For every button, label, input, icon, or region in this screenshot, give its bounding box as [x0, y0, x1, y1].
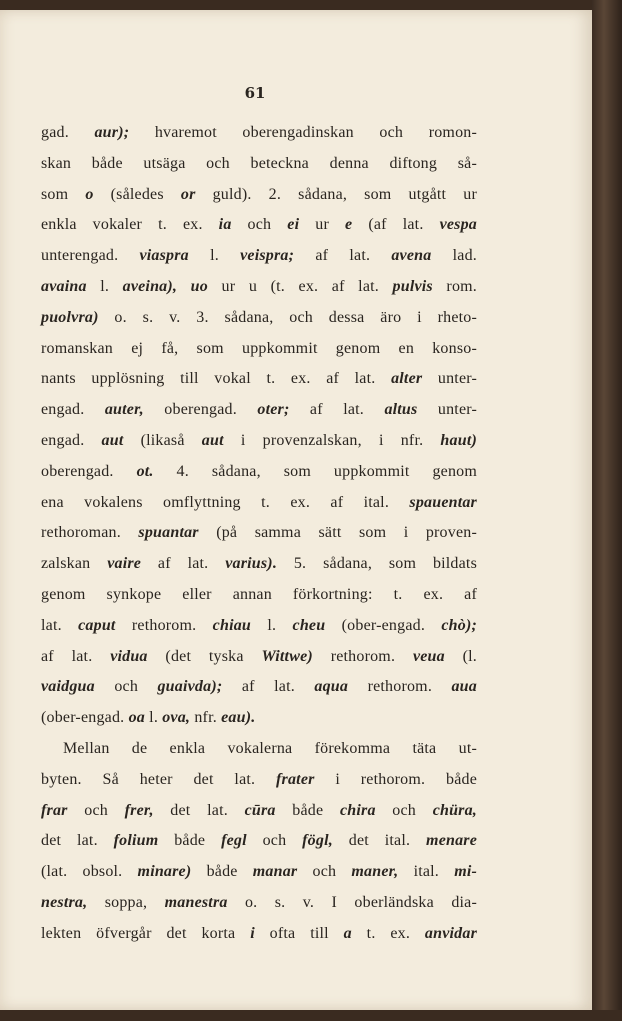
text-run: och	[297, 863, 352, 881]
text-run: (af lat.	[352, 216, 440, 234]
text-run: (ober-engad.	[41, 709, 129, 727]
text-run: unterengad.	[41, 247, 140, 265]
text-run: som	[41, 185, 86, 203]
text-line	[41, 426, 477, 457]
italic-term: spuantar	[138, 524, 199, 542]
text-run: (l.	[444, 647, 477, 665]
text-run: af lat.	[222, 678, 315, 696]
italic-term: viaspra	[139, 247, 189, 265]
text-run: lekten öfvergår det korta	[41, 924, 251, 942]
text-run: o. s. v. I oberländska dia-	[227, 893, 477, 911]
text-line	[41, 703, 477, 734]
text-line	[41, 919, 477, 950]
italic-term: fögl,	[302, 832, 333, 850]
text-run: lad.	[431, 247, 478, 265]
italic-term: manar	[252, 863, 298, 881]
italic-term: alter	[391, 370, 423, 388]
italic-term: ia	[218, 216, 232, 234]
italic-term: mi-	[454, 863, 478, 881]
italic-term: eau).	[221, 709, 256, 727]
italic-term: or	[180, 185, 196, 203]
italic-term: folium	[113, 832, 159, 850]
text-run: det lat.	[153, 801, 245, 819]
text-run: både	[275, 801, 340, 819]
text-run: Mellan de enkla vokalerna förekomma täta ut-	[63, 739, 477, 757]
italic-term: caput	[78, 616, 116, 634]
text-run: (på samma sätt som i proven-	[198, 524, 477, 542]
text-line	[41, 334, 477, 365]
italic-term: aua	[451, 678, 477, 696]
text-line	[41, 118, 477, 149]
text-run: l.	[86, 277, 123, 295]
italic-term: aqua	[314, 678, 349, 696]
text-line	[41, 611, 477, 642]
text-run: soppa,	[87, 893, 165, 911]
text-run: genom synkope eller annan förkortning: t. ex. af	[41, 585, 477, 603]
text-line	[41, 457, 477, 488]
italic-term: pulvis	[392, 277, 433, 295]
text-line	[41, 580, 477, 611]
text-run: oberengad.	[41, 462, 137, 480]
italic-term: maner,	[351, 863, 399, 881]
text-run: guld). 2. sådana, som utgått ur	[195, 185, 477, 203]
text-run: l.	[251, 616, 293, 634]
italic-term: chüra,	[432, 801, 478, 819]
body-text	[41, 118, 477, 950]
text-run: enkla vokaler t. ex.	[41, 216, 219, 234]
text-run: af lat.	[41, 647, 111, 665]
italic-term: aur);	[94, 124, 130, 141]
text-line	[41, 180, 477, 211]
text-run: zalskan	[41, 555, 108, 573]
italic-term: menare	[426, 832, 478, 850]
italic-term: frater	[276, 770, 315, 788]
text-run: och	[246, 832, 303, 850]
text-line	[41, 765, 477, 796]
italic-term: vidua	[110, 647, 148, 665]
text-run: hvaremot oberengadinskan och romon-	[129, 124, 477, 141]
italic-term: auter,	[104, 401, 144, 419]
italic-term: e	[345, 216, 353, 234]
text-line	[41, 488, 477, 519]
text-run: och	[375, 801, 433, 819]
text-run: unter-	[422, 370, 477, 388]
italic-term: avaina	[41, 277, 87, 295]
italic-term: chiau	[212, 616, 252, 634]
italic-term: veua	[412, 647, 445, 665]
italic-term: frer,	[124, 801, 154, 819]
text-run: i provenzalskan, i nfr.	[223, 431, 441, 449]
italic-term: cheu	[292, 616, 326, 634]
text-line	[41, 796, 477, 827]
italic-term: vespa	[439, 216, 477, 234]
italic-term: frar	[41, 801, 68, 819]
text-run: (lat. obsol.	[41, 863, 138, 881]
text-run: (likaså	[123, 431, 202, 449]
text-run: (det tyska	[147, 647, 262, 665]
text-run: l.	[188, 247, 241, 265]
italic-term: oa	[128, 709, 145, 727]
text-run: i rethorom. både	[314, 770, 478, 788]
text-run: af lat.	[141, 555, 226, 573]
text-run	[177, 278, 191, 295]
text-line	[41, 642, 477, 673]
text-line	[41, 241, 477, 272]
text-run: lat.	[41, 616, 79, 634]
italic-term: varius).	[225, 555, 278, 573]
italic-term: vaire	[107, 555, 142, 573]
text-line	[41, 672, 477, 703]
italic-term: chò);	[441, 616, 477, 634]
text-run: o. s. v. 3. sådana, och dessa äro i rheto-	[98, 308, 477, 326]
text-run: engad.	[41, 431, 102, 449]
italic-term: spauentar	[409, 493, 477, 511]
text-run: rethorom.	[312, 647, 413, 665]
page-number: 61	[244, 84, 266, 102]
text-run: ital.	[398, 863, 455, 881]
text-line	[41, 734, 477, 765]
text-line	[41, 303, 477, 334]
italic-term: chira	[339, 801, 376, 819]
text-run: nfr.	[190, 709, 222, 727]
book-binding-top	[0, 0, 622, 10]
italic-term: minare)	[137, 863, 192, 881]
text-line	[41, 272, 477, 303]
text-run: unter-	[417, 401, 477, 419]
text-run: (således	[93, 185, 181, 203]
text-line	[41, 210, 477, 241]
text-run: rethorom.	[348, 678, 452, 696]
text-run: och	[231, 216, 288, 234]
italic-term: anvidar	[424, 924, 477, 942]
text-run: ofta till	[254, 924, 344, 942]
text-run: ur	[299, 216, 346, 234]
italic-term: aut	[201, 431, 224, 449]
italic-term: i	[250, 924, 255, 942]
text-run: oberengad.	[143, 401, 258, 419]
text-line	[41, 549, 477, 580]
text-line	[41, 364, 477, 395]
italic-term: aveina),	[122, 277, 178, 295]
text-line	[41, 149, 477, 180]
italic-term: altus	[384, 401, 418, 419]
text-run: ena vokalens omflyttning t. ex. af ital.	[41, 493, 410, 511]
italic-term: a	[343, 924, 352, 942]
italic-term: puolvra)	[41, 308, 99, 326]
italic-term: cūra	[244, 801, 276, 819]
italic-term: haut)	[440, 431, 477, 449]
text-run: rethorom.	[115, 616, 213, 634]
italic-term: guaivda);	[157, 678, 223, 696]
italic-term: nestra,	[41, 893, 88, 911]
italic-term: o	[85, 185, 94, 203]
italic-term: aut	[101, 431, 124, 449]
text-run: och	[67, 801, 125, 819]
italic-term: ova,	[162, 709, 191, 727]
text-run: skan både utsäga och beteckna denna diftong så-	[41, 154, 477, 172]
italic-term: manestra	[164, 893, 228, 911]
text-run: af lat.	[289, 401, 385, 419]
text-line	[41, 826, 477, 857]
text-run: det ital.	[332, 832, 427, 850]
text-run: 4. sådana, som uppkommit genom	[153, 462, 477, 480]
text-run: både	[158, 832, 222, 850]
text-run: och	[94, 678, 158, 696]
text-run: l.	[144, 709, 163, 727]
text-line	[41, 857, 477, 888]
italic-term: vaidgua	[41, 678, 95, 696]
text-run: byten. Så heter det lat.	[41, 770, 277, 788]
italic-term: Wittwe)	[261, 647, 313, 665]
text-line	[41, 395, 477, 426]
italic-term: uo	[190, 277, 208, 295]
text-run: t. ex.	[351, 924, 425, 942]
text-run: engad.	[41, 401, 105, 419]
italic-term: veispra;	[240, 247, 295, 265]
book-binding-edge	[592, 0, 622, 1021]
text-run: gad.	[41, 124, 95, 141]
text-run: det lat.	[41, 832, 114, 850]
book-binding-bottom	[0, 1010, 622, 1021]
text-run: rethoroman.	[41, 524, 139, 542]
italic-term: oter;	[257, 401, 290, 419]
text-line	[41, 888, 477, 919]
italic-term: ei	[287, 216, 300, 234]
italic-term: avena	[391, 247, 432, 265]
text-run: (ober-engad.	[325, 616, 442, 634]
text-run: af lat.	[294, 247, 392, 265]
text-run: romanskan ej få, som uppkommit genom en konso-	[41, 339, 477, 357]
text-run: både	[191, 863, 253, 881]
text-run: 5. sådana, som bildats	[277, 555, 478, 573]
italic-term: ot.	[136, 462, 154, 480]
italic-term: fegl	[221, 832, 247, 850]
text-run: rom.	[432, 277, 477, 295]
text-run: nants upplösning till vokal t. ex. af lat.	[41, 370, 392, 388]
text-line	[41, 518, 477, 549]
text-run: ur u (t. ex. af lat.	[207, 277, 393, 295]
